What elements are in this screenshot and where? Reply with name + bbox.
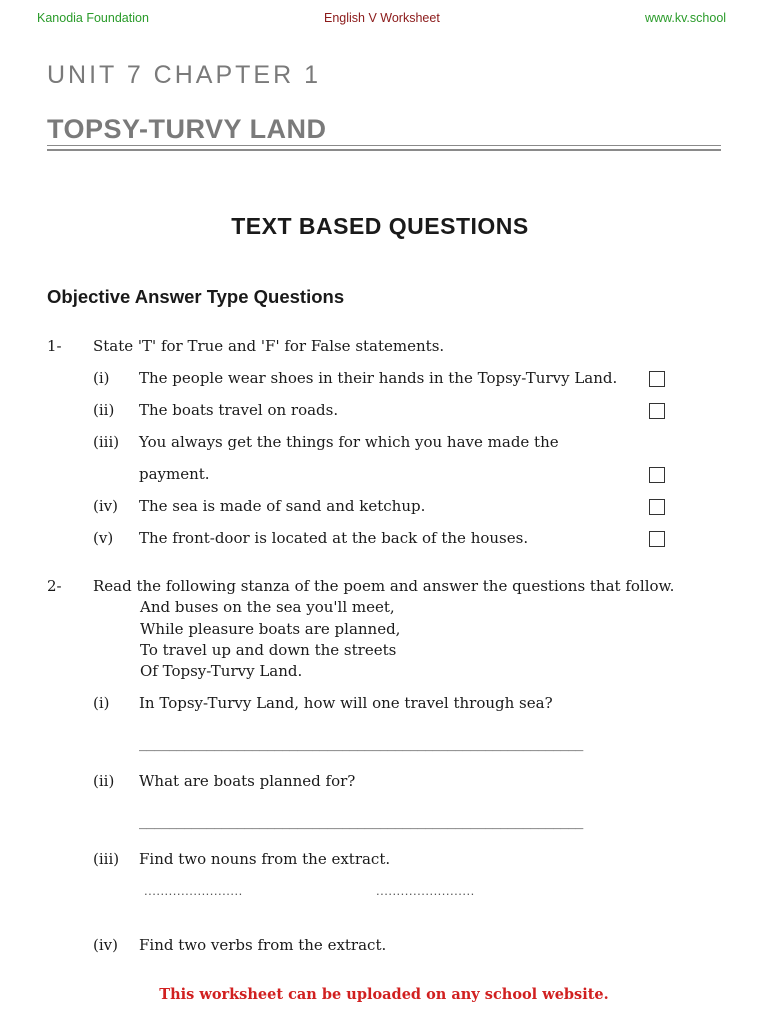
question-2-number: 2- xyxy=(47,577,62,595)
q1-item-1-checkbox[interactable] xyxy=(649,371,665,387)
chapter-title: TOPSY-TURVY LAND xyxy=(47,114,327,144)
q2-item-3-answer-blank-1[interactable]: ........................ xyxy=(144,883,243,898)
q1-item-3-text: You always get the things for which you have made the xyxy=(139,433,559,451)
poem-line-1: And buses on the sea you'll meet, xyxy=(140,598,395,616)
q1-item-2-checkbox[interactable] xyxy=(649,403,665,419)
q2-item-3-number: (iii) xyxy=(93,850,120,868)
q2-item-3-answer-blank-2[interactable]: ........................ xyxy=(376,883,475,898)
q1-item-3-checkbox[interactable] xyxy=(649,467,665,483)
q1-item-5-text: The front-door is located at the back of the houses. xyxy=(139,529,529,547)
q1-item-1-text: The people wear shoes in their hands in the Topsy-Turvy Land. xyxy=(139,369,618,387)
section-title: TEXT BASED QUESTIONS xyxy=(231,213,529,239)
q1-item-2-text: The boats travel on roads. xyxy=(139,401,339,419)
header-worksheet-title: English V Worksheet xyxy=(324,11,440,25)
unit-heading: UNIT 7 CHAPTER 1 xyxy=(47,61,321,89)
q1-item-4-text: The sea is made of sand and ketchup. xyxy=(139,497,426,515)
header-foundation: Kanodia Foundation xyxy=(37,11,149,25)
poem-line-2: While pleasure boats are planned, xyxy=(140,620,401,638)
q1-item-2-number: (ii) xyxy=(93,401,115,419)
q1-item-4-checkbox[interactable] xyxy=(649,499,665,515)
header-website[interactable]: www.kv.school xyxy=(645,11,727,25)
question-1-text: State 'T' for True and 'F' for False statements. xyxy=(93,337,445,355)
q2-item-4-text: Find two verbs from the extract. xyxy=(139,936,387,954)
q2-item-1-answer-line[interactable]: ___________________________________________________________ xyxy=(139,737,584,752)
footer-notice: This worksheet can be uploaded on any school website. xyxy=(159,986,609,1003)
q2-item-1-number: (i) xyxy=(93,694,110,712)
poem-line-4: Of Topsy-Turvy Land. xyxy=(140,662,303,680)
poem-line-3: To travel up and down the streets xyxy=(140,641,397,659)
q2-item-4-number: (iv) xyxy=(93,936,118,954)
q2-item-1-text: In Topsy-Turvy Land, how will one travel through sea? xyxy=(139,694,553,712)
q2-item-2-text: What are boats planned for? xyxy=(139,772,356,790)
subsection-title: Objective Answer Type Questions xyxy=(47,286,345,307)
q1-item-3-text-continued: payment. xyxy=(139,465,210,483)
question-1-number: 1- xyxy=(47,337,62,355)
q2-item-2-number: (ii) xyxy=(93,772,115,790)
title-rule-top xyxy=(47,145,721,146)
q1-item-4-number: (iv) xyxy=(93,497,118,515)
title-rule-bottom xyxy=(47,149,721,151)
q1-item-5-number: (v) xyxy=(93,529,114,547)
q1-item-3-number: (iii) xyxy=(93,433,120,451)
q2-item-2-answer-line[interactable]: ___________________________________________________________ xyxy=(139,815,584,830)
q1-item-1-number: (i) xyxy=(93,369,110,387)
q1-item-5-checkbox[interactable] xyxy=(649,531,665,547)
q2-item-3-text: Find two nouns from the extract. xyxy=(139,850,391,868)
question-2-text: Read the following stanza of the poem and answer the questions that follow. xyxy=(93,577,675,595)
